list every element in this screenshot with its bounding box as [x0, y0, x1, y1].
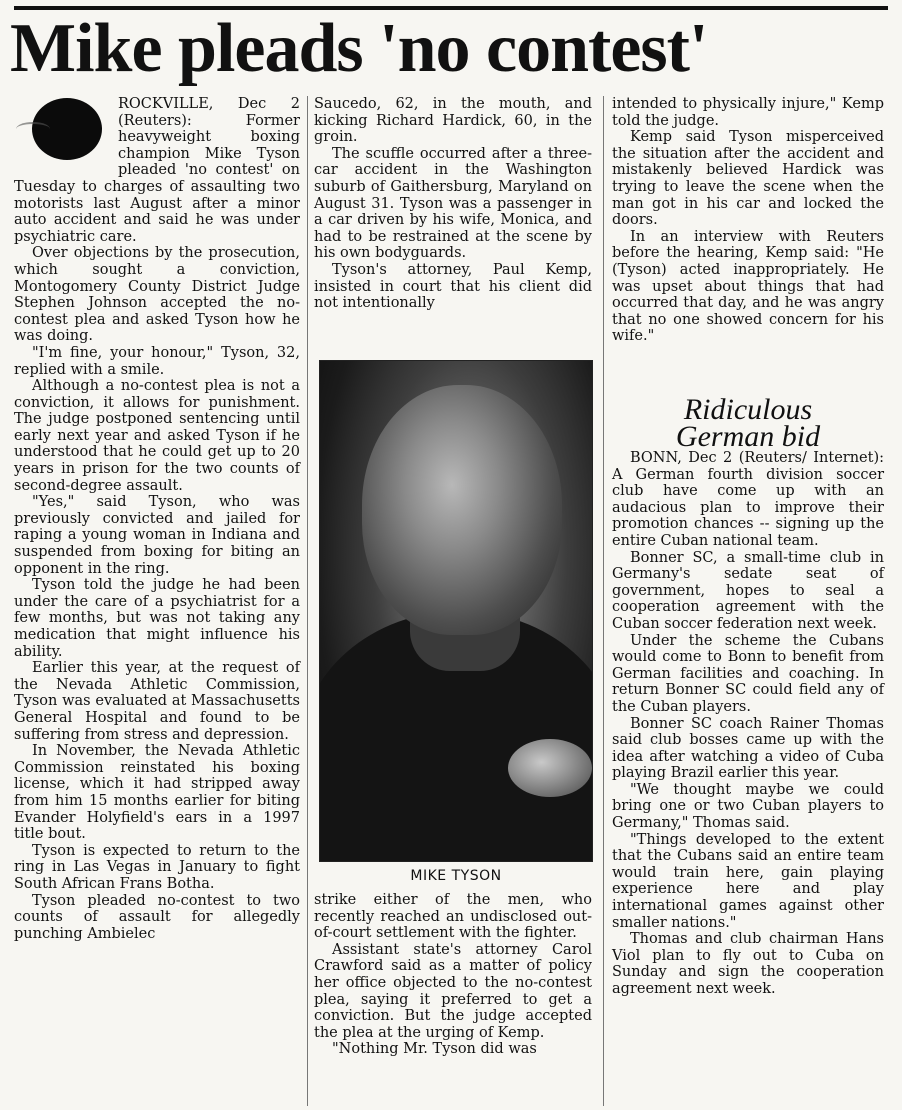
paragraph: Kemp said Tyson misperceived the situation after the accident and mistakenly believed Hardick was trying to leave the scene when the man got in his car and locked the doors.: [612, 129, 884, 229]
column-divider: [307, 96, 308, 1106]
paragraph: In November, the Nevada Athletic Commission reinstated his boxing license, which it had stripped away from him 15 months earlier for biting Evander Holyfield's ears in a 1997 title bout.: [14, 743, 300, 843]
second-story-body: [612, 450, 884, 1102]
paragraph: Over objections by the prosecution, which sought a conviction, Montogomery County District Judge Stephen Johnson accepted the no-contest plea and asked Tyson how he was doing.: [14, 245, 300, 345]
column-divider: [603, 96, 604, 1106]
paragraph: "Things developed to the extent that the Cubans said an entire team would train here, gain playing experience here and play international games against other smaller nations.": [612, 831, 884, 931]
paragraph: The scuffle occurred after a three-car accident in the Washington suburb of Gaithersburg, Maryland on August 31. Tyson was a passenger in a car driven by his wife, Monica, and had to be restrained at the scene by his own bodyguards.: [314, 145, 592, 262]
paragraph: Bonner SC, a small-time club in Germany's sedate seat of government, hopes to seal a cooperation agreement with the Cuban soccer federation next week.: [612, 549, 884, 632]
paragraph: Earlier this year, at the request of the Nevada Athletic Commission, Tyson was evaluated at Massachusetts General Hospital and found to be suffering from stress and depression.: [14, 660, 300, 743]
paragraph: BONN, Dec 2 (Reuters/ Internet): A German fourth division soccer club have come up with an audacious plan to improve their promotion chances -- signing up the entire Cuban national team.: [612, 450, 884, 549]
paragraph: "We thought maybe we could bring one or two Cuban players to Germany," Thomas said.: [612, 781, 884, 832]
ink-blot-image: [14, 96, 112, 172]
paragraph: Under the scheme the Cubans would come to Bonn to benefit from German facilities and coaching. In return Bonner SC could field any of the Cuban players.: [612, 632, 884, 715]
paragraph: Although a no-contest plea is not a conviction, it allows for punishment. The judge postponed sentencing until early next year and asked Tyson if he understood that he could get up to 20 years in prison for the two counts of second-degree assault.: [14, 378, 300, 494]
microphone-icon: [508, 739, 592, 797]
paragraph: Tyson is expected to return to the ring in Las Vegas in January to fight South African Frans Botha.: [14, 842, 300, 892]
paragraph: Saucedo, 62, in the mouth, and kicking Richard Hardick, 60, in the groin.: [314, 96, 592, 146]
story-column-1: [14, 96, 300, 1106]
story-column-2-bottom: [314, 892, 592, 1102]
story-column-3-top: [612, 96, 884, 396]
paragraph: In an interview with Reuters before the hearing, Kemp said: "He (Tyson) acted inappropriately. He was upset about things that had occurred that day, and he was angry that no one showed concern for his wife.": [612, 228, 884, 345]
second-story-headline: [612, 393, 884, 453]
paragraph: Tyson pleaded no-contest to two counts of assault for allegedly punching Ambielec: [14, 892, 300, 942]
paragraph: "I'm fine, your honour," Tyson, 32, replied with a smile.: [14, 344, 300, 378]
paragraph: strike either of the men, who recently reached an undisclosed out-of-court settlement with the fighter.: [314, 892, 592, 942]
mike-tyson-photo: [319, 360, 593, 862]
paragraph: "Nothing Mr. Tyson did was: [332, 1041, 537, 1058]
paragraph: Tyson's attorney, Paul Kemp, insisted in court that his client did not intentionally: [314, 261, 592, 312]
paragraph: "Yes," said Tyson, who was previously convicted and jailed for raping a young woman in Indiana and suspended from boxing for biting an opponent in the ring.: [14, 494, 300, 577]
paragraph: Tyson told the judge he had been under the care of a psychiatrist for a few months, but was not taking any medication that might influence his ability.: [14, 577, 300, 660]
paragraph: intended to physically injure," Kemp told the judge.: [612, 96, 884, 129]
paragraph: Assistant state's attorney Carol Crawford said as a matter of policy her office objected to the no-contest plea, saying it preferred to get a conviction. But the judge accepted the plea at the urging of Kemp.: [314, 941, 592, 1041]
photo-caption: MIKE TYSON: [410, 868, 502, 884]
story-column-2-top: [314, 96, 592, 354]
subhead-line: German bid: [675, 420, 821, 453]
headline: Mike pleads 'no contest': [10, 10, 708, 87]
paragraph: Thomas and club chairman Hans Viol plan to fly out to Cuba on Sunday and sign the cooperation agreement next week.: [612, 931, 884, 997]
dateline-paragraph: ROCKVILLE, Dec 2 (Reuters): Former heavyweight boxing champion Mike Tyson pleaded 'no contest' on Tuesday to charges of assaulting two motorists last August after a minor auto accident and said he was under psychiatric care.: [14, 96, 300, 245]
paragraph: Bonner SC coach Rainer Thomas said club bosses came up with the idea after watching a video of Cuba playing Brazil earlier this year.: [612, 715, 884, 782]
subhead-line: Ridiculous: [683, 393, 813, 426]
